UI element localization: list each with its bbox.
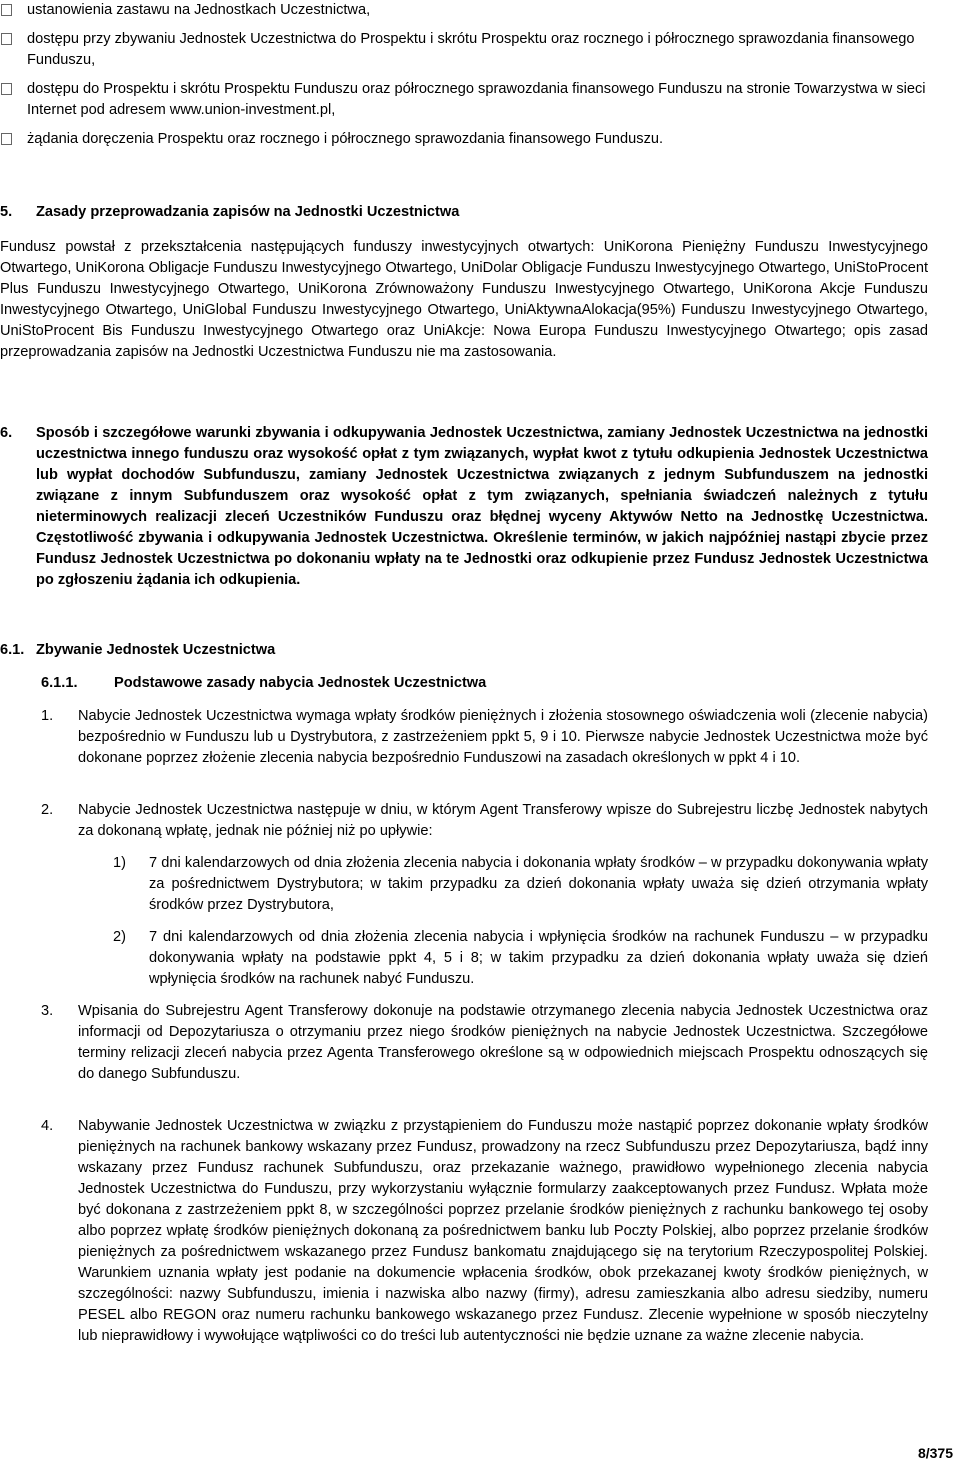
page-number: 8/375 (917, 1445, 953, 1461)
bullet-square-icon (1, 83, 12, 95)
section-6-title: Sposób i szczegółowe warunki zbywania i odkupywania Jednostek Uczestnictwa, zamiany Jednostek Uczestnictwa na jednostki uczestnictwa innego funduszu oraz wysokość opłat z tym związanych, wypłat kwot z tytułu odkupienia Jednostek Uczestnictwa lub wypłat dochodów Subfunduszu, zamiany Jednostek Uczestnictwa związanych z jednym Subfunduszem na jednostki związane z innym Subfunduszem oraz wysokość opłat z tym związanych, spełniania świadczeń należnych z tytułu nieterminowych realizacji zleceń Uczestników Funduszu oraz błędnej wyceny Aktywów Netto na Jednostkę Uczestnictwa. Częstotliwość zbywania i odkupywania Jednostek Uczestnictwa. Określenie terminów, w jakich najpóźniej nastąpi zbycie przez Fundusz Jednostek Uczestnictwa po dokonaniu wpłaty na te Jednostki oraz odkupienie przez Fundusz Jednostek Uczestnictwa po zgłoszeniu żądania ich odkupienia. (36, 425, 928, 588)
item-number: 1. (41, 708, 54, 724)
section-5-heading (0, 202, 940, 223)
section-5-number: 5. (0, 204, 13, 220)
section-6-number: 6. (0, 425, 13, 441)
item-text: Nabycie Jednostek Uczestnictwa wymaga wpłaty środków pieniężnych i złożenia stosownego oświadczenia woli (zlecenie nabycia) bezpośrednio w Funduszu lub u Dystrybutora, z zastrzeżeniem ppkt 5, 9 i 10. Pierwsze nabycie Jednostek Uczestnictwa może być dokonane poprzez złożenie zlecenia nabycia bezpośrednio Funduszowi na zasadach określonych w ppkt 4 i 10. (78, 708, 928, 766)
bullet-item (0, 29, 940, 71)
sub-item-text: 7 dni kalendarzowych od dnia złożenia zlecenia nabycia i dokonania wpłaty środków – w przypadku dokonywania wpłaty za pośrednictwem Dystrybutora; w takim przypadku za dzień dokonania wpłaty uważa się dzień otrzymania wpłaty środków przez Dystrybutora, (149, 855, 928, 913)
bullet-square-icon (1, 33, 12, 45)
bullet-text: dostępu do Prospektu i skrótu Prospektu Funduszu oraz półrocznego sprawozdania finansowego Funduszu na stronie Towarzystwa w sieci Internet pod adresem www.union-investment.pl, (27, 81, 926, 118)
item-number: 4. (41, 1118, 54, 1134)
section-6-1-heading (0, 640, 275, 661)
bullet-item (0, 79, 940, 121)
rights-bullet-list (0, 0, 940, 150)
section-5-title: Zasady przeprowadzania zapisów na Jednostki Uczestnictwa (36, 204, 460, 220)
item-text: Wpisania do Subrejestru Agent Transferowy dokonuje na podstawie otrzymanego zlecenia nabycia Jednostek Uczestnictwa oraz informacji od Depozytariusza o otrzymaniu przez niego środków pieniężnych na nabycie Jednostek Uczestnictwa. Szczegółowe terminy relizacji zleceń nabycia przez Agenta Transferowego określone są w odpowiednich miejscach Prospektu odnoszących się do danego Subfunduszu. (78, 1003, 928, 1082)
bullet-square-icon (1, 133, 12, 145)
item-number: 3. (41, 1003, 54, 1019)
bullet-text: ustanowienia zastawu na Jednostkach Uczestnictwa, (27, 2, 371, 18)
item-text: Nabywanie Jednostek Uczestnictwa w związku z przystąpieniem do Funduszu może nastąpić poprzez dokonanie wpłaty środków pieniężnych na rachunek bankowy wskazany przez Fundusz, prowadzony na rzecz Subfunduszu przez Depozytariusza, bądź inny wskazany przez Fundusz rachunek Subfunduszu, oraz przekazanie ważnego, prawidłowo wypełnionego zlecenia nabycia Jednostek Uczestnictwa do Funduszu, przy wykorzystaniu wyłącznie formularzy zaakceptowanych przez Fundusz. Wpłata może być dokonana z zastrzeżeniem ppkt 8, w szczególności poprzez przelanie środków pieniężnych z rachunku bankowego tej osoby albo poprzez wpłatę środków pieniężnych dokonaną za pośrednictwem banku lub Poczty Polskiej, albo poprzez przelanie środków pieniężnych za pośrednictwem wskazanego przez Fundusz bankomatu znajdującego się na terytorium Rzeczypospolitej Polskiej. Warunkiem uznania wpłaty jest podanie na dokumencie wpłacenia środków, obok przekazanej kwoty środków pieniężnych, w szczególności: nazwy Subfunduszu, imienia i nazwiska albo nazwy (firmy), adresu zamieszkania albo adresu siedziby, numeru PESEL albo REGON oraz numeru rachunku bankowego wskazanego przez Fundusz. Zlecenie wypełnione w sposób nieczytelny lub nieprawidłowy i wywołujące wątpliwości co do treści lub autentyczności nie będzie uznane za ważne zlecenie nabycia. (78, 1118, 928, 1344)
sub-item-number: 1) (113, 855, 126, 871)
bullet-text: żądania doręczenia Prospektu oraz rocznego i półrocznego sprawozdania finansowego Funduszu. (27, 131, 664, 147)
bullet-item (0, 129, 940, 150)
sub-item-text: 7 dni kalendarzowych od dnia złożenia zlecenia nabycia i wpłynięcia środków na rachunek Funduszu – w przypadku dokonywania wpłaty na podstawie ppkt 4, 5 i 8; w takim przypadku za dzień dokonania wpłaty uważa się dzień wpłynięcia środków na rachunek nabyć Funduszu. (149, 929, 928, 987)
sub-item-number: 2) (113, 929, 126, 945)
bullet-item (0, 0, 940, 21)
section-6-1-1-heading (41, 673, 486, 694)
section-6-1-number: 6.1. (0, 642, 25, 658)
section-6-1-title: Zbywanie Jednostek Uczestnictwa (36, 642, 276, 658)
section-5-body: Fundusz powstał z przekształcenia następujących funduszy inwestycyjnych otwartych: UniKorona Pieniężny Funduszu Inwestycyjnego Otwartego, UniKorona Obligacje Funduszu Inwestycyjnego Otwartego, UniDolar Obligacje Funduszu Inwestycyjnego Otwartego, UniStoProcent Plus Funduszu Inwestycyjnego Otwartego, UniKorona Zrównoważony Funduszu Inwestycyjnego Otwartego, UniKorona Akcje Funduszu Inwestycyjnego Otwartego, UniGlobal Funduszu Inwestycyjnego Otwartego, UniAktywnaAlokacja(95%) Funduszu Inwestycyjnego Otwartego, UniStoProcent Bis Funduszu Inwestycyjnego Otwartego oraz UniAkcje: Nowa Europa Funduszu Inwestycyjnego Otwartego; opis zasad przeprowadzania zapisów na Jednostki Uczestnictwa Funduszu nie ma zastosowania. (0, 239, 928, 360)
section-6-1-1-number: 6.1.1. (41, 675, 78, 691)
item-number: 2. (41, 802, 54, 818)
section-6-1-1-title: Podstawowe zasady nabycia Jednostek Uczestnictwa (114, 675, 487, 691)
bullet-text: dostępu przy zbywaniu Jednostek Uczestnictwa do Prospektu i skrótu Prospektu oraz rocznego i półrocznego sprawozdania finansowego Funduszu, (27, 31, 915, 68)
item-text: Nabycie Jednostek Uczestnictwa następuje w dniu, w którym Agent Transferowy wpisze do Subrejestru liczbę Jednostek nabytych za dokonaną wpłatę, jednak nie później niż po upływie: (78, 802, 928, 839)
bullet-square-icon (1, 4, 12, 16)
